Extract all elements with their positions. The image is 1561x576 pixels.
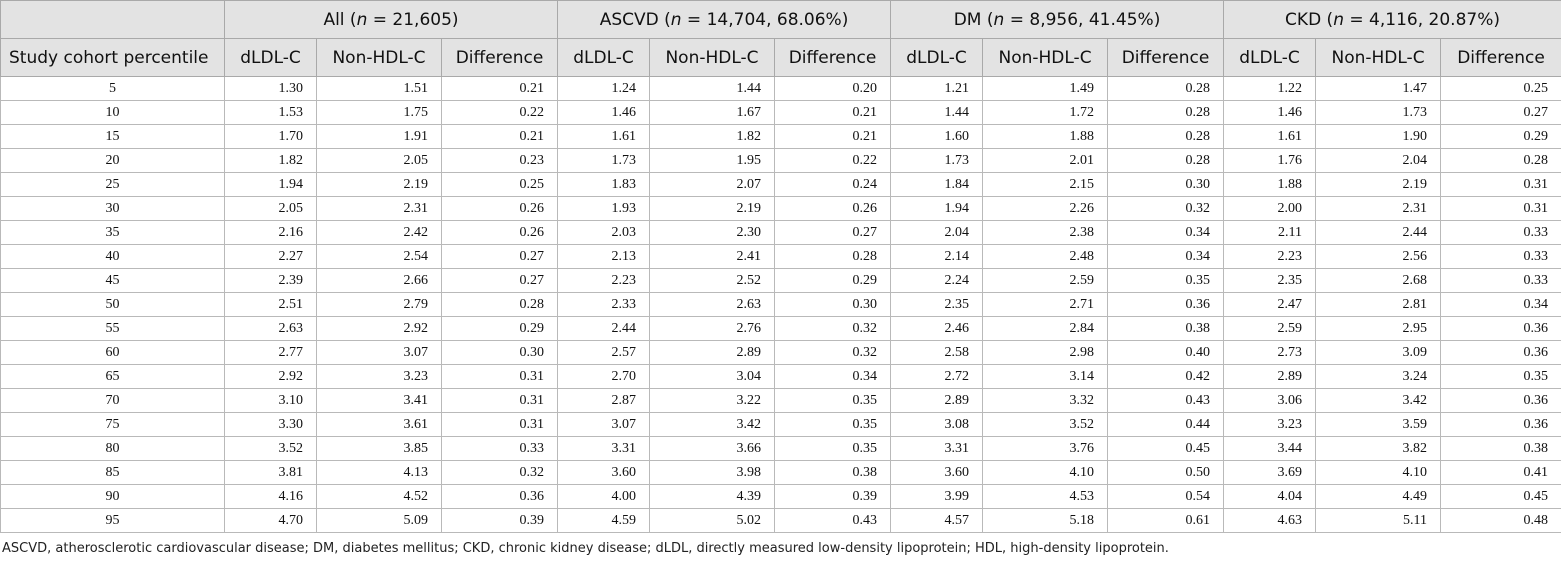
value-cell: 3.85 [317,437,442,461]
value-cell: 1.53 [225,101,317,125]
column-header-difference: Difference [1108,39,1224,77]
value-cell: 2.98 [983,341,1108,365]
value-cell: 0.22 [775,149,891,173]
value-cell: 2.68 [1316,269,1441,293]
value-cell: 0.26 [442,221,558,245]
value-cell: 2.39 [225,269,317,293]
value-cell: 1.61 [1224,125,1316,149]
value-cell: 1.72 [983,101,1108,125]
value-cell: 0.31 [1441,197,1561,221]
value-cell: 0.45 [1441,485,1561,509]
value-cell: 4.53 [983,485,1108,509]
value-cell: 2.57 [558,341,650,365]
value-cell: 0.21 [775,125,891,149]
value-cell: 3.31 [891,437,983,461]
table-row [1,125,1561,149]
value-cell: 0.36 [1441,341,1561,365]
value-cell: 4.63 [1224,509,1316,533]
value-cell: 3.81 [225,461,317,485]
value-cell: 4.10 [983,461,1108,485]
value-cell: 2.76 [650,317,775,341]
value-cell: 1.90 [1316,125,1441,149]
value-cell: 0.20 [775,77,891,101]
value-cell: 0.33 [1441,269,1561,293]
corner-cell [1,1,225,39]
value-cell: 0.35 [775,437,891,461]
value-cell: 2.31 [317,197,442,221]
value-cell: 1.93 [558,197,650,221]
value-cell: 2.26 [983,197,1108,221]
value-cell: 2.72 [891,365,983,389]
value-cell: 1.44 [650,77,775,101]
table-row [1,413,1561,437]
column-header-dldl: dLDL-C [891,39,983,77]
value-cell: 1.95 [650,149,775,173]
value-cell: 2.89 [650,341,775,365]
table-row [1,317,1561,341]
value-cell: 0.32 [775,341,891,365]
value-cell: 1.21 [891,77,983,101]
group-header-ascvd: ASCVD (n = 14,704, 68.06%) [558,1,891,39]
value-cell: 1.49 [983,77,1108,101]
value-cell: 2.23 [1224,245,1316,269]
table-row [1,149,1561,173]
value-cell: 0.31 [442,413,558,437]
value-cell: 0.35 [775,389,891,413]
value-cell: 2.41 [650,245,775,269]
value-cell: 1.46 [558,101,650,125]
value-cell: 2.87 [558,389,650,413]
value-cell: 2.92 [225,365,317,389]
value-cell: 2.95 [1316,317,1441,341]
value-cell: 3.09 [1316,341,1441,365]
value-cell: 0.26 [442,197,558,221]
value-cell: 0.32 [442,461,558,485]
value-cell: 2.27 [225,245,317,269]
value-cell: 0.31 [1441,173,1561,197]
value-cell: 1.94 [225,173,317,197]
value-cell: 2.81 [1316,293,1441,317]
table-footnote: ASCVD, atherosclerotic cardiovascular disease; DM, diabetes mellitus; CKD, chronic kidney disease; dLDL, directly measured low-density lipoprotein; HDL, high-density lipoprotein. [2,541,1169,556]
value-cell: 3.08 [891,413,983,437]
value-cell: 2.04 [1316,149,1441,173]
value-cell: 0.31 [442,389,558,413]
percentile-cell: 85 [1,461,225,485]
value-cell: 3.10 [225,389,317,413]
value-cell: 0.34 [1108,245,1224,269]
value-cell: 1.51 [317,77,442,101]
table-row [1,221,1561,245]
value-cell: 4.13 [317,461,442,485]
value-cell: 1.61 [558,125,650,149]
value-cell: 2.05 [225,197,317,221]
value-cell: 3.31 [558,437,650,461]
value-cell: 4.00 [558,485,650,509]
value-cell: 0.34 [1108,221,1224,245]
value-cell: 0.43 [775,509,891,533]
value-cell: 0.43 [1108,389,1224,413]
value-cell: 1.44 [891,101,983,125]
value-cell: 1.94 [891,197,983,221]
value-cell: 1.88 [983,125,1108,149]
value-cell: 1.91 [317,125,442,149]
group-header-ckd: CKD (n = 4,116, 20.87%) [1224,1,1561,39]
value-cell: 0.28 [1108,149,1224,173]
table-row [1,509,1561,533]
value-cell: 3.59 [1316,413,1441,437]
value-cell: 2.79 [317,293,442,317]
value-cell: 0.21 [442,125,558,149]
value-cell: 0.34 [775,365,891,389]
percentile-cell: 10 [1,101,225,125]
value-cell: 1.22 [1224,77,1316,101]
value-cell: 1.73 [1316,101,1441,125]
percentile-cell: 75 [1,413,225,437]
value-cell: 0.32 [775,317,891,341]
value-cell: 0.36 [1441,389,1561,413]
value-cell: 0.36 [1108,293,1224,317]
column-header-nonhdl: Non-HDL-C [1316,39,1441,77]
value-cell: 0.38 [1108,317,1224,341]
value-cell: 0.29 [1441,125,1561,149]
value-cell: 0.29 [775,269,891,293]
value-cell: 0.30 [1108,173,1224,197]
value-cell: 0.27 [1441,101,1561,125]
percentile-cell: 20 [1,149,225,173]
table-row [1,485,1561,509]
percentile-cell: 40 [1,245,225,269]
value-cell: 4.16 [225,485,317,509]
value-cell: 0.38 [775,461,891,485]
table-row [1,101,1561,125]
value-cell: 2.70 [558,365,650,389]
percentile-cell: 30 [1,197,225,221]
value-cell: 0.26 [775,197,891,221]
value-cell: 3.23 [1224,413,1316,437]
value-cell: 2.11 [1224,221,1316,245]
value-cell: 1.88 [1224,173,1316,197]
value-cell: 3.04 [650,365,775,389]
value-cell: 0.28 [1441,149,1561,173]
percentile-cell: 65 [1,365,225,389]
value-cell: 0.33 [1441,221,1561,245]
value-cell: 2.35 [1224,269,1316,293]
percentile-cell: 80 [1,437,225,461]
value-cell: 2.24 [891,269,983,293]
value-cell: 0.40 [1108,341,1224,365]
value-cell: 3.30 [225,413,317,437]
value-cell: 2.59 [1224,317,1316,341]
value-cell: 1.67 [650,101,775,125]
value-cell: 0.28 [1108,101,1224,125]
value-cell: 2.16 [225,221,317,245]
value-cell: 2.31 [1316,197,1441,221]
column-header-difference: Difference [442,39,558,77]
value-cell: 0.33 [1441,245,1561,269]
value-cell: 0.50 [1108,461,1224,485]
value-cell: 0.27 [442,245,558,269]
value-cell: 2.92 [317,317,442,341]
value-cell: 0.38 [1441,437,1561,461]
value-cell: 4.10 [1316,461,1441,485]
value-cell: 1.73 [558,149,650,173]
value-cell: 0.27 [775,221,891,245]
value-cell: 4.04 [1224,485,1316,509]
value-cell: 1.24 [558,77,650,101]
value-cell: 0.28 [1108,125,1224,149]
percentile-cell: 60 [1,341,225,365]
value-cell: 0.61 [1108,509,1224,533]
value-cell: 3.06 [1224,389,1316,413]
column-header-percentile: Study cohort percentile [1,39,225,77]
value-cell: 1.70 [225,125,317,149]
value-cell: 2.19 [650,197,775,221]
value-cell: 2.15 [983,173,1108,197]
value-cell: 2.44 [558,317,650,341]
value-cell: 3.42 [650,413,775,437]
value-cell: 3.98 [650,461,775,485]
column-header-nonhdl: Non-HDL-C [317,39,442,77]
value-cell: 1.47 [1316,77,1441,101]
value-cell: 2.03 [558,221,650,245]
value-cell: 1.84 [891,173,983,197]
percentile-cell: 25 [1,173,225,197]
value-cell: 3.76 [983,437,1108,461]
value-cell: 0.35 [775,413,891,437]
value-cell: 3.22 [650,389,775,413]
value-cell: 0.34 [1441,293,1561,317]
value-cell: 0.48 [1441,509,1561,533]
value-cell: 2.13 [558,245,650,269]
column-header-dldl: dLDL-C [225,39,317,77]
percentile-cell: 55 [1,317,225,341]
table-row [1,365,1561,389]
value-cell: 2.19 [317,173,442,197]
value-cell: 3.07 [558,413,650,437]
value-cell: 1.83 [558,173,650,197]
value-cell: 2.51 [225,293,317,317]
value-cell: 2.63 [225,317,317,341]
value-cell: 3.07 [317,341,442,365]
value-cell: 1.75 [317,101,442,125]
table-row [1,269,1561,293]
value-cell: 0.33 [442,437,558,461]
value-cell: 3.32 [983,389,1108,413]
value-cell: 3.60 [558,461,650,485]
value-cell: 2.35 [891,293,983,317]
value-cell: 0.21 [442,77,558,101]
value-cell: 2.05 [317,149,442,173]
value-cell: 0.39 [442,509,558,533]
value-cell: 5.18 [983,509,1108,533]
value-cell: 2.73 [1224,341,1316,365]
percentile-cell: 70 [1,389,225,413]
value-cell: 3.23 [317,365,442,389]
column-header-difference: Difference [1441,39,1561,77]
value-cell: 2.63 [650,293,775,317]
value-cell: 0.21 [775,101,891,125]
value-cell: 1.46 [1224,101,1316,125]
value-cell: 3.61 [317,413,442,437]
value-cell: 0.24 [775,173,891,197]
value-cell: 2.07 [650,173,775,197]
value-cell: 4.39 [650,485,775,509]
value-cell: 2.38 [983,221,1108,245]
value-cell: 0.25 [442,173,558,197]
percentile-cell: 95 [1,509,225,533]
value-cell: 2.54 [317,245,442,269]
value-cell: 3.69 [1224,461,1316,485]
value-cell: 4.52 [317,485,442,509]
value-cell: 0.45 [1108,437,1224,461]
value-cell: 2.19 [1316,173,1441,197]
value-cell: 0.42 [1108,365,1224,389]
value-cell: 1.76 [1224,149,1316,173]
value-cell: 0.54 [1108,485,1224,509]
value-cell: 0.32 [1108,197,1224,221]
value-cell: 0.36 [442,485,558,509]
value-cell: 0.23 [442,149,558,173]
table-row [1,293,1561,317]
value-cell: 5.09 [317,509,442,533]
table-row [1,245,1561,269]
value-cell: 2.89 [891,389,983,413]
value-cell: 0.28 [775,245,891,269]
value-cell: 4.57 [891,509,983,533]
table-row [1,77,1561,101]
value-cell: 2.30 [650,221,775,245]
value-cell: 2.66 [317,269,442,293]
value-cell: 2.42 [317,221,442,245]
percentile-cell: 35 [1,221,225,245]
value-cell: 3.14 [983,365,1108,389]
group-header-all: All (n = 21,605) [225,1,558,39]
column-header-dldl: dLDL-C [558,39,650,77]
value-cell: 2.89 [1224,365,1316,389]
column-header-nonhdl: Non-HDL-C [650,39,775,77]
value-cell: 0.28 [442,293,558,317]
column-header-nonhdl: Non-HDL-C [983,39,1108,77]
value-cell: 0.41 [1441,461,1561,485]
value-cell: 0.22 [442,101,558,125]
value-cell: 3.41 [317,389,442,413]
value-cell: 3.66 [650,437,775,461]
value-cell: 1.82 [225,149,317,173]
value-cell: 0.44 [1108,413,1224,437]
value-cell: 0.27 [442,269,558,293]
value-cell: 3.44 [1224,437,1316,461]
value-cell: 3.52 [225,437,317,461]
value-cell: 3.42 [1316,389,1441,413]
value-cell: 2.59 [983,269,1108,293]
value-cell: 3.52 [983,413,1108,437]
value-cell: 1.82 [650,125,775,149]
value-cell: 2.14 [891,245,983,269]
table-row [1,389,1561,413]
percentile-cell: 5 [1,77,225,101]
value-cell: 0.35 [1108,269,1224,293]
value-cell: 3.82 [1316,437,1441,461]
value-cell: 2.77 [225,341,317,365]
percentile-cell: 90 [1,485,225,509]
percentile-cell: 15 [1,125,225,149]
value-cell: 2.71 [983,293,1108,317]
value-cell: 2.48 [983,245,1108,269]
value-cell: 3.99 [891,485,983,509]
value-cell: 0.39 [775,485,891,509]
value-cell: 2.44 [1316,221,1441,245]
value-cell: 2.58 [891,341,983,365]
table-row [1,173,1561,197]
value-cell: 4.70 [225,509,317,533]
percentile-cell: 45 [1,269,225,293]
value-cell: 4.49 [1316,485,1441,509]
value-cell: 0.30 [442,341,558,365]
value-cell: 2.00 [1224,197,1316,221]
value-cell: 0.29 [442,317,558,341]
table-row [1,437,1561,461]
value-cell: 0.28 [1108,77,1224,101]
value-cell: 0.36 [1441,317,1561,341]
value-cell: 0.36 [1441,413,1561,437]
value-cell: 1.60 [891,125,983,149]
value-cell: 0.35 [1441,365,1561,389]
value-cell: 5.02 [650,509,775,533]
value-cell: 0.31 [442,365,558,389]
value-cell: 3.60 [891,461,983,485]
percentile-cell: 50 [1,293,225,317]
table-body [1,77,1561,533]
value-cell: 4.59 [558,509,650,533]
value-cell: 0.25 [1441,77,1561,101]
value-cell: 1.30 [225,77,317,101]
value-cell: 2.23 [558,269,650,293]
table-row [1,197,1561,221]
value-cell: 2.47 [1224,293,1316,317]
value-cell: 2.56 [1316,245,1441,269]
value-cell: 2.52 [650,269,775,293]
value-cell: 1.73 [891,149,983,173]
column-header-dldl: dLDL-C [1224,39,1316,77]
value-cell: 2.33 [558,293,650,317]
value-cell: 3.24 [1316,365,1441,389]
value-cell: 2.01 [983,149,1108,173]
table-row [1,461,1561,485]
value-cell: 0.30 [775,293,891,317]
value-cell: 2.84 [983,317,1108,341]
value-cell: 2.46 [891,317,983,341]
table-row [1,341,1561,365]
value-cell: 2.04 [891,221,983,245]
value-cell: 5.11 [1316,509,1441,533]
group-header-dm: DM (n = 8,956, 41.45%) [891,1,1224,39]
column-header-difference: Difference [775,39,891,77]
